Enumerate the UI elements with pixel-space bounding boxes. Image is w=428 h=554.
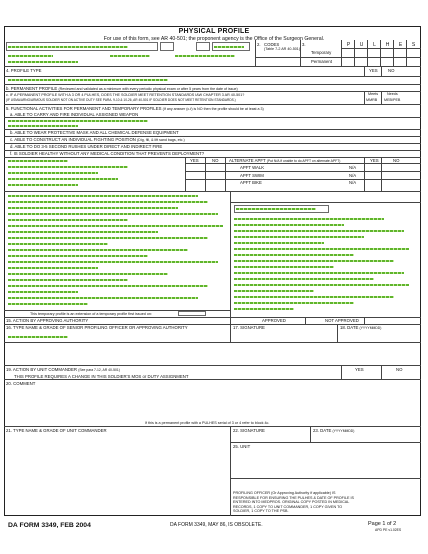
- profiling-note-line-4: RECORDS, 1 COPY TO UNIT COMMANDER, 1 COPY GIVEN TO: [233, 504, 343, 509]
- apft-yes2-header: YES: [370, 158, 379, 163]
- row2-fill-left: [8, 55, 53, 57]
- date-23-text: 23. DATE: [313, 428, 332, 433]
- item-5d: d. ABLE TO DO 3-5 SECOND RUSHES UNDER DIRECT AND INDIRECT FIRE: [10, 144, 163, 149]
- signature-17-label: 17. SIGNATURE: [233, 325, 265, 330]
- codes-label: CODES: [264, 42, 280, 47]
- left-col-fill-8: [8, 237, 208, 239]
- item19-sub: THIS PROFILE REQUIRES A CHANGE IN THIS SOLDIER'S MOS or DUTY ASSIGNMENT: [14, 373, 189, 379]
- limitations-fill-1: [8, 160, 68, 162]
- limitations-fill-4: [8, 178, 118, 180]
- left-col-fill-1: [8, 195, 198, 197]
- left-col-fill-12: [8, 261, 218, 263]
- date-18-text: 18. DATE: [340, 325, 359, 330]
- permanent-profile-text: b. PERMANENT PROFILE: [6, 85, 58, 91]
- ssn-field-2[interactable]: [196, 42, 210, 51]
- row2-fill-right: [175, 55, 235, 57]
- right-col-fill-6: [234, 248, 409, 250]
- profile-type-label: 4. PROFILE TYPE: [6, 68, 42, 73]
- item-5f: f. IS SOLDIER HEALTHY WITHOUT ANY MEDICAL CONDITION THAT PREVENTS DEPLOYMENT?: [10, 151, 205, 156]
- right-col-fill-11: [234, 278, 374, 280]
- item5a-fill-2: [8, 125, 78, 127]
- extension-date-field[interactable]: [178, 311, 206, 316]
- profile-type-no[interactable]: NO: [388, 68, 395, 73]
- senior-officer-fill: [8, 336, 68, 338]
- left-col-fill-3: [8, 207, 178, 209]
- mmrb-label: MMRB: [366, 97, 378, 102]
- form-subtitle: For use of this form, see AR 40-501; the proponent agency is the Office of the Surgeon General.: [103, 35, 325, 42]
- date-18-format: (YYYYMMDD): [359, 326, 382, 330]
- extension-note: This temporary profile is an extension of a temporary profile first issued on:: [30, 311, 152, 316]
- apft-swim-label: APFT SWIM: [240, 172, 264, 178]
- limitations-fill-3: [8, 172, 98, 174]
- senior-officer-label: 16. TYPE NAME & GRADE OF SENIOR PROFILING OFFICER OR APPROVING AUTHORITY: [6, 325, 188, 330]
- alternate-apft-note: (Put N/A if unable to do APFT on alternate APFT): [266, 159, 341, 163]
- item-5c-note: (Dig, fill, & lift sand bags, etc.): [137, 138, 185, 142]
- right-col-fill-4: [234, 236, 364, 238]
- name-field-fill: [8, 46, 128, 48]
- item19-yes[interactable]: YES: [355, 367, 364, 372]
- apft-yes-header: YES: [190, 158, 199, 163]
- right-col-fill-1: [234, 218, 384, 220]
- left-col-fill-16: [8, 285, 208, 287]
- right-col-fill-10: [234, 272, 404, 274]
- approving-authority-label: 15. ACTION BY APPROVING AUTHORITY: [6, 318, 89, 323]
- left-col-fill-6: [8, 225, 223, 227]
- left-col-fill-18: [8, 297, 198, 299]
- pulhes-s: S: [411, 42, 416, 48]
- date-23-format: (YYYYMMDD): [332, 429, 355, 433]
- pulhes-p: P: [346, 42, 351, 48]
- right-col-fill-3: [234, 230, 404, 232]
- row3-fill: [8, 61, 78, 63]
- temporary-label: Temporary: [311, 49, 332, 55]
- item-5a: a. ABLE TO CARRY AND FIRE INDIVIDUAL ASSIGNED WEAPON: [10, 111, 139, 117]
- functional-activities-note: (If any answer (c-f) is NO then the profile should be at least a 3): [162, 106, 264, 111]
- item4-fill: [8, 79, 168, 81]
- approved-label[interactable]: APPROVED: [262, 318, 286, 323]
- permanent-profile-note-20: If this is a permanent profile with a PULHES serial of 3 or 4 refer to block 4c.: [145, 421, 270, 425]
- left-col-fill-17: [8, 291, 78, 293]
- left-col-fill-5: [8, 219, 128, 221]
- right-col-fill-5: [234, 242, 324, 244]
- retention-note: (IF USMA/ARNG/ARMOUS SOLDIER NOT ON ACTIVE DUTY SEE PARA. 9-10 & 10-26, AR 40-501 IF SOLDIER DOES NOT MEET RETENTION STANDARDS.): [6, 98, 236, 102]
- right-col-fill-12: [234, 284, 409, 286]
- obsolete-note: DA FORM 3349, MAY 86, IS OBSOLETE.: [170, 522, 263, 528]
- ssn-fill: [214, 46, 244, 48]
- profiling-note-line-1: PROFILING OFFICER (Or Approving Authority if applicable) IS: [233, 491, 336, 495]
- apft-no2-header: NO: [393, 158, 400, 163]
- right-box-1-fill: [236, 208, 316, 210]
- apft-walk-na: N/A: [349, 165, 357, 170]
- pulhes-h: H: [385, 42, 390, 48]
- left-col-fill-9: [8, 243, 108, 245]
- unit-label: 25. UNIT: [233, 444, 251, 449]
- signature-22-label: 22. SIGNATURE: [233, 428, 265, 433]
- item-5c-text: c. ABLE TO CONSTRUCT AN INDIVIDUAL FIGHTING POSITION: [10, 137, 136, 142]
- version-code: APD PE v1.02ES: [375, 527, 402, 532]
- alternate-apft-text: ALTERNATE APFT: [229, 158, 266, 163]
- codes-3-number: 3.: [302, 42, 306, 47]
- item19-no[interactable]: NO: [396, 367, 403, 372]
- meets-label: Meets: [368, 92, 379, 96]
- apft-no-header: NO: [212, 158, 219, 163]
- codes-number: 2.: [257, 42, 261, 47]
- comment-label: 20. COMMENT: [6, 380, 36, 386]
- left-col-fill-10: [8, 249, 188, 251]
- left-col-fill-14: [8, 273, 168, 275]
- item-5b: b. ABLE TO WEAR PROTECTIVE MASK AND ALL CHEMICAL DEFENSE EQUIPMENT: [10, 130, 179, 135]
- page-indicator: Page 1 of 2: [368, 521, 397, 527]
- ssn-field-1[interactable]: [160, 42, 174, 51]
- apft-bike-na: N/A: [349, 180, 357, 185]
- unit-commander-action-label: [6, 367, 120, 373]
- pulhes-l: L: [373, 42, 376, 48]
- apft-bike-label: APFT BIKE: [240, 180, 262, 185]
- functional-activities-text: 5. FUNCTIONAL ACTIVITIES FOR PERMANENT AND TEMPORARY PROFILES: [6, 105, 162, 111]
- pulhes-e: E: [398, 42, 403, 48]
- profiling-note-line-3: ENTERED INTO MEDPROS. ORIGINAL COPY POSTED IN MEDICAL: [233, 500, 350, 504]
- date-18-label: [340, 325, 381, 331]
- left-col-fill-7: [8, 231, 158, 233]
- form-title: PHYSICAL PROFILE: [178, 28, 250, 35]
- left-col-fill-11: [8, 255, 148, 257]
- codes-table-ref: (Table 7-2 AR 40-501): [264, 47, 301, 51]
- limitations-fill-5: [8, 184, 78, 186]
- unit-commander-name-label: 21. TYPE NAME & GRADE OF UNIT COMMANDER: [6, 428, 107, 433]
- retention-question: c. IF A PERMANENT PROFILE WITH A 3 OR 4 PULHES, DOES THE SOLDIER MEET RETENTION STANDARDS IAW CHAPTER 3 AR 40-501?: [6, 93, 245, 97]
- apft-swim-na: N/A: [349, 172, 357, 178]
- right-col-fill-7: [234, 254, 354, 256]
- right-col-fill-14: [234, 296, 394, 298]
- not-approved-label[interactable]: NOT APPROVED: [325, 318, 359, 323]
- right-col-fill-9: [234, 266, 334, 268]
- profile-type-yes[interactable]: YES: [369, 68, 378, 73]
- limitations-fill-2: [8, 166, 128, 168]
- left-col-fill-4: [8, 213, 218, 215]
- permanent-profile-note: (Reviewed and validated as a minimum with every periodic physical exam or after 5 years from the date of issue): [58, 86, 238, 91]
- item5a-fill-1: [8, 120, 148, 122]
- right-col-fill-2: [234, 224, 344, 226]
- profiling-note-line-5: SOLDIER, 1 COPY TO THE PSB.: [233, 509, 289, 513]
- left-col-fill-2: [8, 201, 208, 203]
- profiling-note-line-2: RESPONSIBLE FOR ENSURING THE PULHES & DATE OF PROFILE IS: [233, 495, 354, 500]
- right-col-fill-8: [234, 260, 394, 262]
- right-col-fill-13: [234, 290, 314, 292]
- apft-walk-label: APFT WALK: [240, 165, 265, 170]
- needs-label: Needs: [387, 92, 398, 96]
- left-col-fill-13: [8, 267, 98, 269]
- right-col-fill-16: [234, 308, 294, 310]
- unit-commander-action-note: (See para 7-12, AR 40-501): [78, 368, 120, 372]
- left-col-fill-15: [8, 279, 128, 281]
- left-col-fill-19: [8, 303, 88, 305]
- permanent-label: Permanent: [311, 58, 333, 64]
- pulhes-u: U: [359, 42, 364, 48]
- date-23-label: [313, 428, 354, 434]
- unit-commander-action-text: 19. ACTION BY UNIT COMMANDER: [6, 367, 77, 372]
- row2-fill-mid: [110, 55, 150, 57]
- right-col-fill-15: [234, 302, 354, 304]
- form-number: DA FORM 3349, FEB 2004: [8, 522, 91, 529]
- meb-peb-label: MEB/PEB: [384, 97, 401, 102]
